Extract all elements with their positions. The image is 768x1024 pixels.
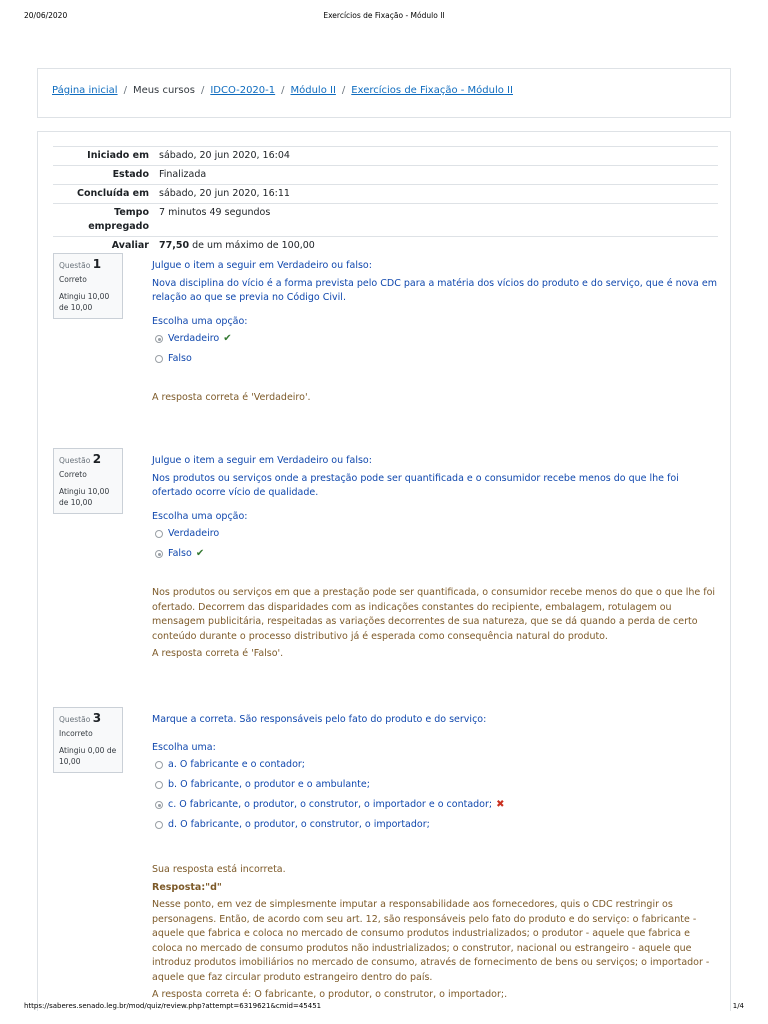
question-content: [152, 713, 718, 1006]
radio-unselected[interactable]: [155, 530, 163, 538]
question-info: [53, 448, 123, 514]
print-header: [0, 0, 768, 22]
radio-selected[interactable]: [155, 801, 163, 809]
print-title: Exercícios de Fixação - Módulo II: [323, 11, 445, 20]
question-text: [152, 713, 718, 727]
general-feedback: Nos produtos ou serviços em que a prestação pode ser quantificada, o consumidor recebe menos do que o que lhe foi ofertado. Decorrem das disparidades com as indicações constantes do recipiente, embalagem, rotulagem ou mensagem publicitária, respeitadas as variações decorrentes de sua natureza, que se dá quando a perda de certo conteúdo durante o processo distributivo já é esperada como consequência natural do produto.: [152, 587, 716, 642]
print-page-number: 1/4: [732, 1002, 744, 1010]
question-feedback: [152, 586, 718, 662]
option-label: Verdadeiro: [168, 333, 220, 344]
question-number: 2: [92, 452, 102, 466]
summary-row-state: [53, 166, 718, 185]
breadcrumb-separator: /: [200, 85, 205, 96]
right-answer: A resposta correta é 'Verdadeiro'.: [152, 392, 311, 403]
question-number: 1: [92, 257, 102, 271]
answer-prompt: Escolha uma opção:: [152, 511, 248, 522]
cross-icon: ✖: [496, 799, 505, 810]
radio-unselected[interactable]: [155, 821, 163, 829]
completed-value: sábado, 20 jun 2020, 16:11: [155, 185, 718, 204]
print-footer: [0, 1000, 768, 1024]
summary-row-completed: [53, 185, 718, 204]
breadcrumb-separator: /: [341, 85, 346, 96]
started-label: Iniciado em: [53, 147, 155, 166]
question-instruction: Julgue o item a seguir em Verdadeiro ou falso:: [152, 260, 372, 271]
check-icon: ✔: [223, 333, 232, 344]
right-answer: A resposta correta é: O fabricante, o produtor, o construtor, o importador;.: [152, 989, 508, 1000]
question-label: Questão: [59, 456, 91, 465]
check-icon: ✔: [195, 548, 205, 559]
time-value: 7 minutos 49 segundos: [155, 204, 718, 237]
option-label: Falso: [168, 548, 192, 559]
question-feedback: [152, 863, 718, 1003]
answer-prompt: Escolha uma:: [152, 742, 216, 753]
question-statement: Nova disciplina do vício é a forma prevista pelo CDC para a matéria dos vícios do produto e do serviço, que é nova em relação ao que se previa no Código Civil.: [152, 278, 717, 303]
option-label: d. O fabricante, o produtor, o construtor, o importador;: [168, 819, 430, 830]
summary-row-time: [53, 204, 718, 237]
grade-value: 77,50: [159, 240, 190, 251]
question-statement: Nos produtos ou serviços onde a prestação pode ser quantificada e o consumidor recebe menos do que lhe foi ofertado ocorre vício de qualidade.: [152, 473, 679, 498]
breadcrumb-module-link[interactable]: Módulo II: [290, 85, 336, 96]
quiz-review-region: [37, 131, 731, 1011]
summary-row-started: [53, 147, 718, 166]
option-label: Verdadeiro: [168, 528, 220, 539]
attempt-summary-table: [53, 146, 718, 255]
question-content: [152, 454, 718, 665]
grade-value-cell: [155, 237, 718, 256]
print-url: https://saberes.senado.leg.br/mod/quiz/review.php?attempt=6319621&cmid=45451: [24, 1002, 322, 1010]
option-b[interactable]: [152, 775, 718, 795]
completed-label: Concluída em: [53, 185, 155, 204]
option-c[interactable]: [152, 795, 718, 815]
question-grade: Atingiu 10,00 de 10,00: [59, 487, 110, 507]
breadcrumb-my-courses: Meus cursos: [132, 85, 195, 96]
breadcrumb-course-link[interactable]: IDCO-2020-1: [210, 85, 276, 96]
radio-selected[interactable]: [155, 335, 163, 343]
state-value: Finalizada: [155, 166, 718, 185]
answer-heading: Resposta:"d": [152, 881, 222, 893]
option-true[interactable]: [152, 329, 718, 349]
radio-selected[interactable]: [155, 550, 163, 558]
question-instruction: Julgue o item a seguir em Verdadeiro ou falso:: [152, 455, 372, 466]
specific-feedback: Sua resposta está incorreta.: [152, 864, 286, 875]
breadcrumb-container: [37, 68, 731, 118]
option-a[interactable]: [152, 755, 718, 775]
option-true[interactable]: [152, 524, 718, 544]
breadcrumb-separator: /: [281, 85, 285, 96]
breadcrumb-quiz-link[interactable]: Exercícios de Fixação - Módulo II: [351, 85, 513, 96]
question-text: [152, 454, 718, 500]
option-false[interactable]: [152, 544, 718, 564]
answer-prompt: Escolha uma opção:: [152, 316, 248, 327]
print-date: 20/06/2020: [24, 11, 68, 20]
question-grade: Atingiu 10,00 de 10,00: [59, 292, 110, 312]
question-state: Correto: [59, 275, 87, 284]
right-answer: A resposta correta é 'Falso'.: [152, 648, 284, 659]
question-label: Questão: [59, 261, 91, 270]
started-value: sábado, 20 jun 2020, 16:04: [155, 147, 718, 166]
question-text: [152, 259, 718, 305]
breadcrumb-separator: /: [123, 85, 127, 96]
option-label: c. O fabricante, o produtor, o construtor, o importador e o contador;: [168, 799, 493, 810]
radio-unselected[interactable]: [155, 781, 163, 789]
time-label: Tempo empregado: [53, 204, 155, 237]
radio-unselected[interactable]: [155, 761, 163, 769]
question-label: Questão: [59, 715, 91, 724]
option-label: a. O fabricante e o contador;: [168, 759, 306, 770]
state-label: Estado: [53, 166, 155, 185]
option-label: b. O fabricante, o produtor e o ambulante;: [168, 779, 370, 790]
breadcrumb-home-link[interactable]: Página inicial: [52, 85, 118, 96]
question-grade: Atingiu 0,00 de 10,00: [59, 746, 117, 766]
option-false[interactable]: [152, 349, 718, 369]
question-statement: Marque a correta. São responsáveis pelo fato do produto e do serviço:: [152, 714, 487, 725]
question-state: Incorreto: [59, 729, 93, 738]
grade-suffix: de um máximo de 100,00: [192, 240, 315, 251]
summary-row-grade: [53, 237, 718, 256]
general-feedback: Nesse ponto, em vez de simplesmente imputar a responsabilidade aos fornecedores, quis o CDC restringir os personagens. Então, de acordo com seu art. 12, são responsáveis pelo fato do produto e do serviço: o fabricante - aquele que fabrica e coloca no mercado de consumo produtos industrializados; o produtor - aquele que fabrica e coloca no mercado de consumo produtos não industrializados; o construtor, nacional ou estrangeiro - aquele que introduz produtos imobiliários no mercado de consumo, através de fornecimento de bens ou serviços; o importador - aquele que faz circular produto estrangeiro dentro do país.: [152, 899, 710, 983]
option-d[interactable]: [152, 815, 718, 835]
question-info: [53, 253, 123, 319]
question-state: Correto: [59, 470, 87, 479]
question-info: [53, 707, 123, 773]
question-number: 3: [92, 711, 102, 725]
breadcrumb: [52, 85, 513, 96]
question-content: [152, 259, 718, 406]
grade-label: Avaliar: [53, 237, 155, 256]
option-label: Falso: [168, 353, 192, 364]
radio-unselected[interactable]: [155, 355, 163, 363]
